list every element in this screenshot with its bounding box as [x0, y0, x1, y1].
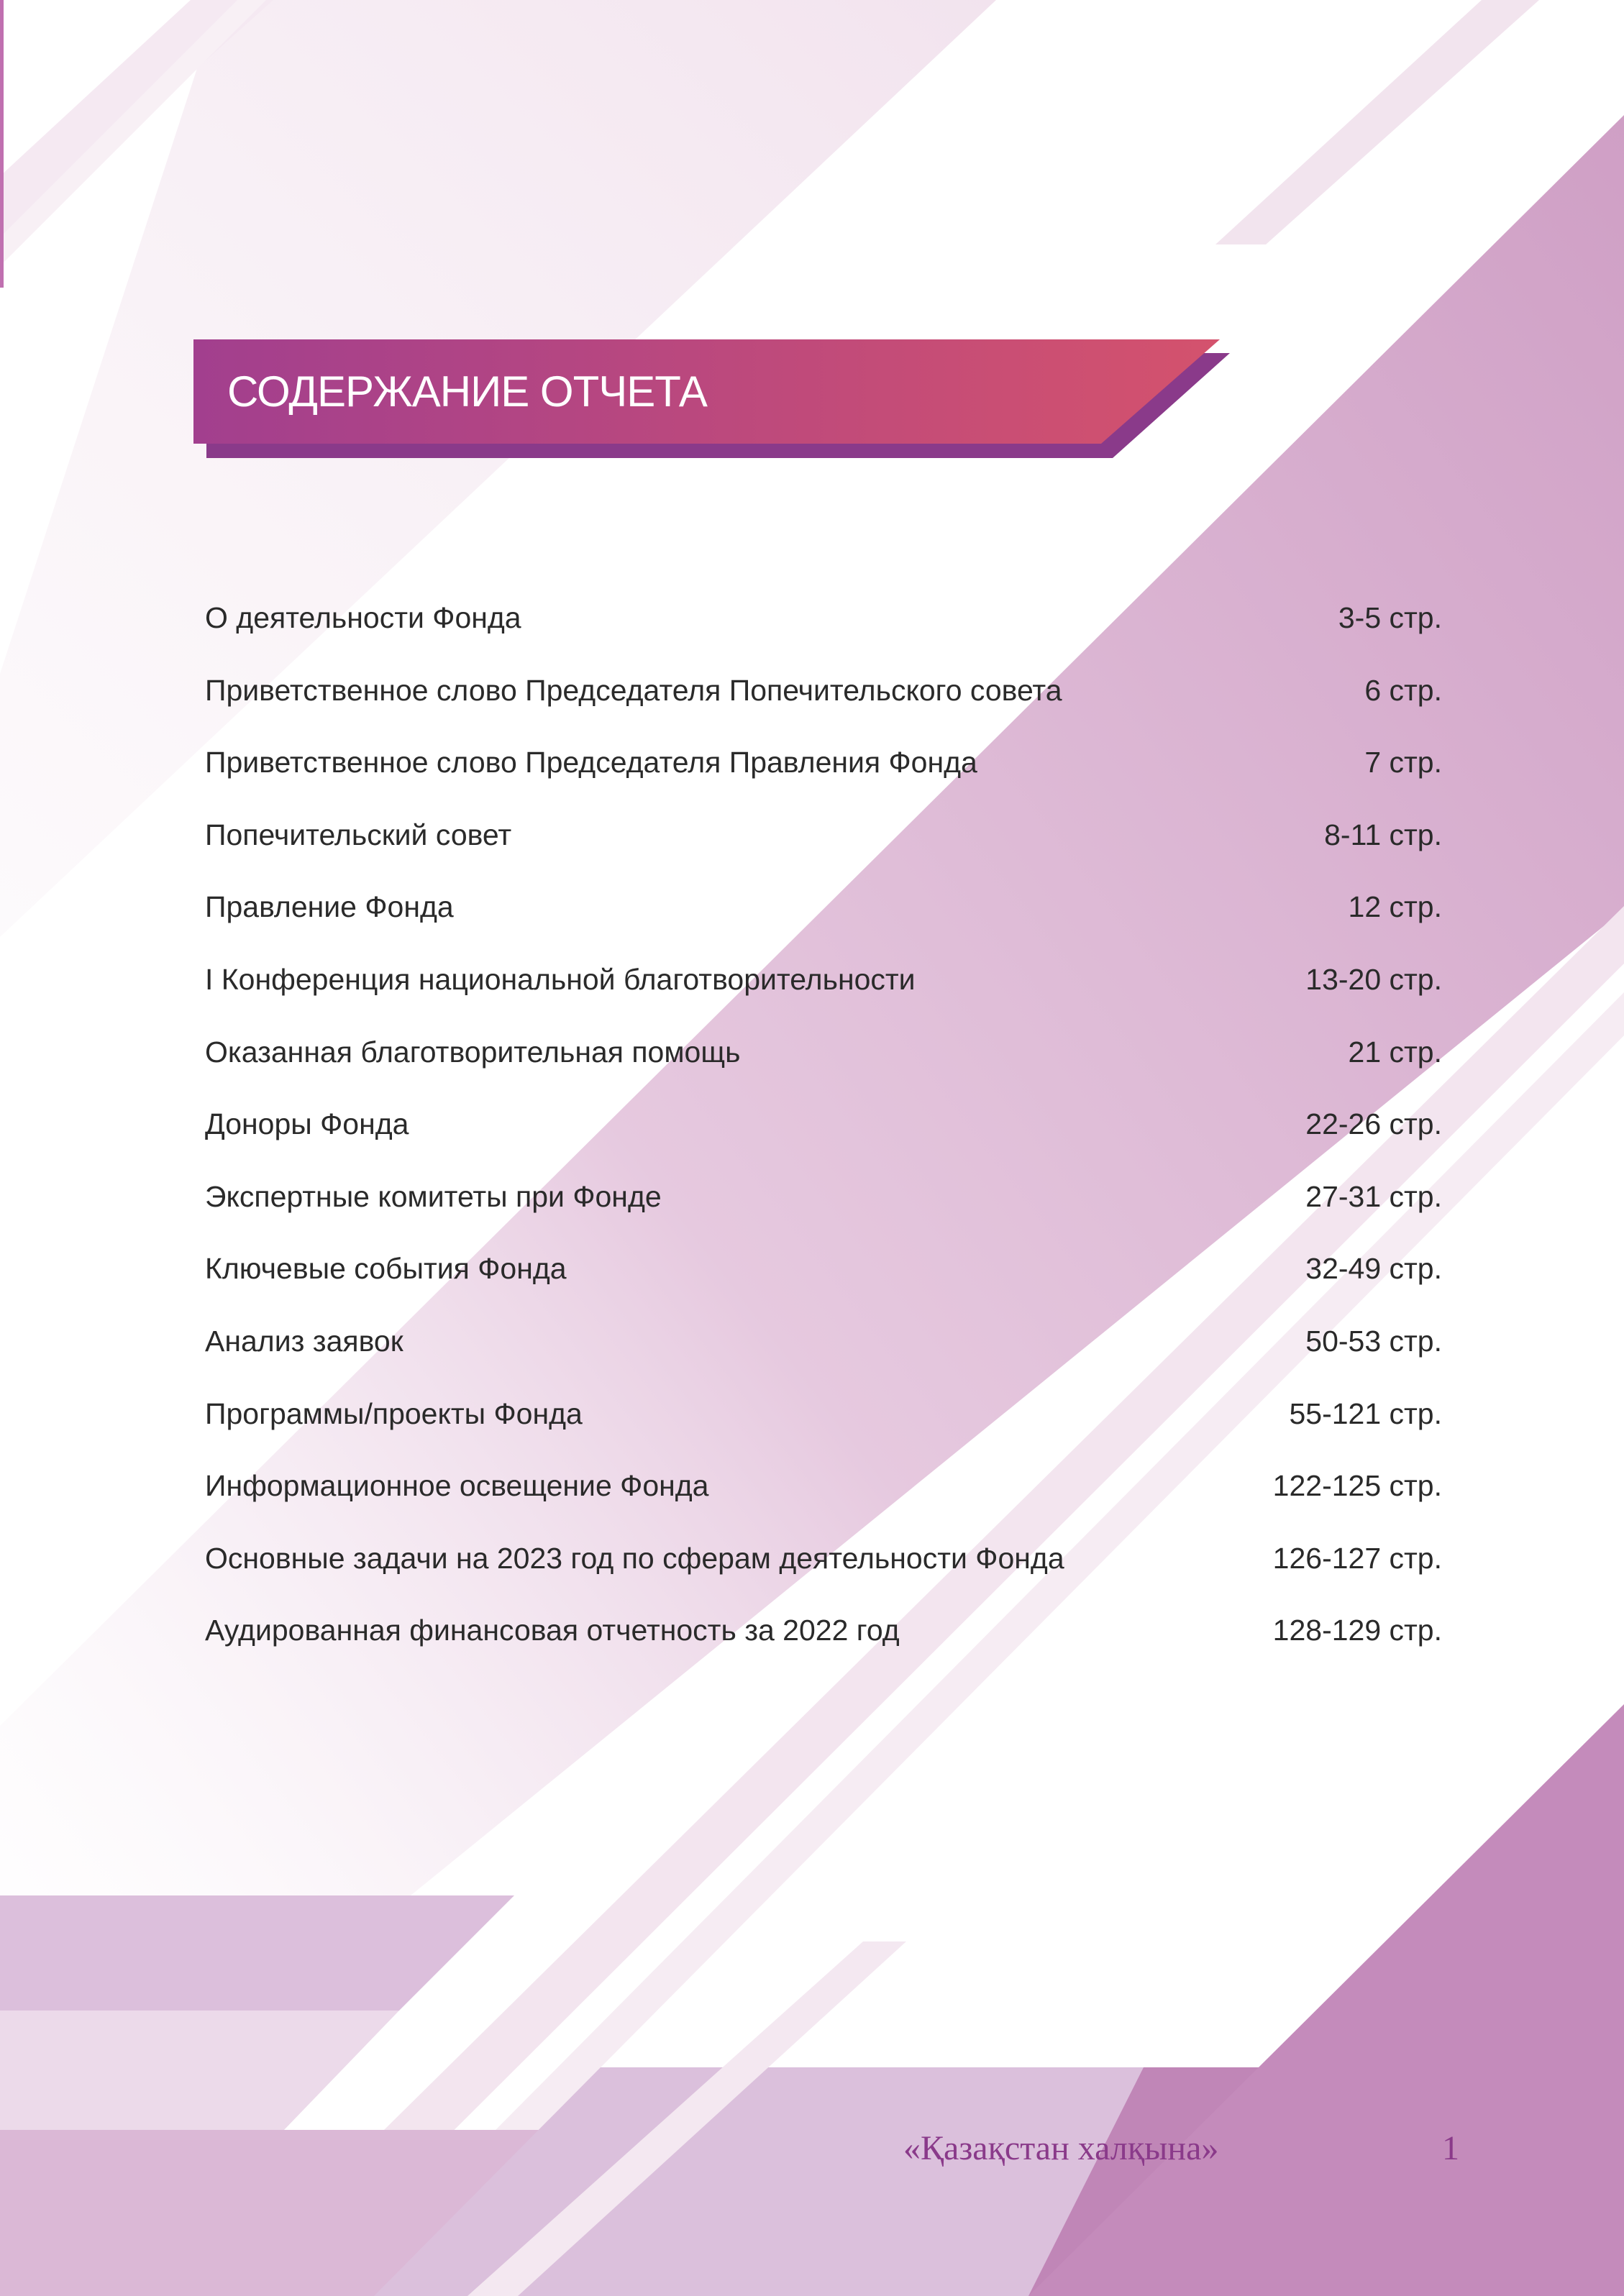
toc-row[interactable] [205, 1107, 1442, 1180]
toc-row[interactable] [205, 1469, 1442, 1542]
toc-pages: 3-5 стр. [1338, 601, 1442, 634]
toc-row[interactable] [205, 674, 1442, 746]
toc-pages: 122-125 стр. [1272, 1469, 1442, 1503]
toc-pages: 128-129 стр. [1272, 1614, 1442, 1647]
toc-title: Попечительский совет [205, 818, 512, 851]
toc-title: Программы/проекты Фонда [205, 1396, 583, 1430]
toc-row[interactable] [205, 1614, 1442, 1686]
toc-title: Аудированная финансовая отчетность за 2022 год [205, 1614, 900, 1647]
footer-title: «Қазақстан халқына» [903, 2129, 1219, 2167]
toc-row[interactable] [205, 1325, 1442, 1397]
toc-row[interactable] [205, 1397, 1442, 1470]
page-title: СОДЕРЖАНИЕ ОТЧЕТА [227, 367, 707, 416]
toc-title: I Конференция национальной благотворительности [205, 962, 916, 996]
title-banner [0, 0, 1624, 503]
toc-title: Ключевые события Фонда [205, 1252, 567, 1286]
toc-row[interactable] [205, 1035, 1442, 1108]
toc-title: Оказанная благотворительная помощь [205, 1035, 741, 1069]
toc-pages: 55-121 стр. [1289, 1396, 1442, 1430]
toc-row[interactable] [205, 963, 1442, 1035]
toc-row[interactable] [205, 1252, 1442, 1325]
toc-pages: 12 стр. [1348, 890, 1442, 924]
toc-pages: 32-49 стр. [1305, 1252, 1442, 1286]
toc-title: Основные задачи на 2023 год по сферам деятельности Фонда [205, 1541, 1064, 1575]
toc-title: Анализ заявок [205, 1324, 403, 1358]
toc-row[interactable] [205, 890, 1442, 963]
toc-pages: 50-53 стр. [1305, 1324, 1442, 1358]
toc-title: Доноры Фонда [205, 1107, 409, 1141]
toc-row[interactable] [205, 1180, 1442, 1253]
toc-title: О деятельности Фонда [205, 601, 521, 634]
toc-row[interactable] [205, 1542, 1442, 1614]
table-of-contents [205, 601, 1442, 1686]
toc-title: Экспертные комитеты при Фонде [205, 1179, 662, 1213]
toc-title: Правление Фонда [205, 890, 454, 924]
toc-row[interactable] [205, 746, 1442, 818]
toc-pages: 6 стр. [1364, 673, 1442, 707]
toc-pages: 126-127 стр. [1272, 1541, 1442, 1575]
toc-row[interactable] [205, 601, 1442, 674]
toc-pages: 8-11 стр. [1324, 818, 1442, 851]
toc-pages: 27-31 стр. [1305, 1179, 1442, 1213]
toc-pages: 7 стр. [1364, 746, 1442, 779]
toc-row[interactable] [205, 818, 1442, 891]
toc-title: Приветственное слово Председателя Попечительского совета [205, 673, 1062, 707]
toc-title: Информационное освещение Фонда [205, 1469, 709, 1503]
toc-pages: 13-20 стр. [1305, 962, 1442, 996]
toc-title: Приветственное слово Председателя Правления Фонда [205, 746, 977, 779]
toc-pages: 21 стр. [1348, 1035, 1442, 1069]
page-number: 1 [1442, 2129, 1459, 2167]
toc-pages: 22-26 стр. [1305, 1107, 1442, 1141]
